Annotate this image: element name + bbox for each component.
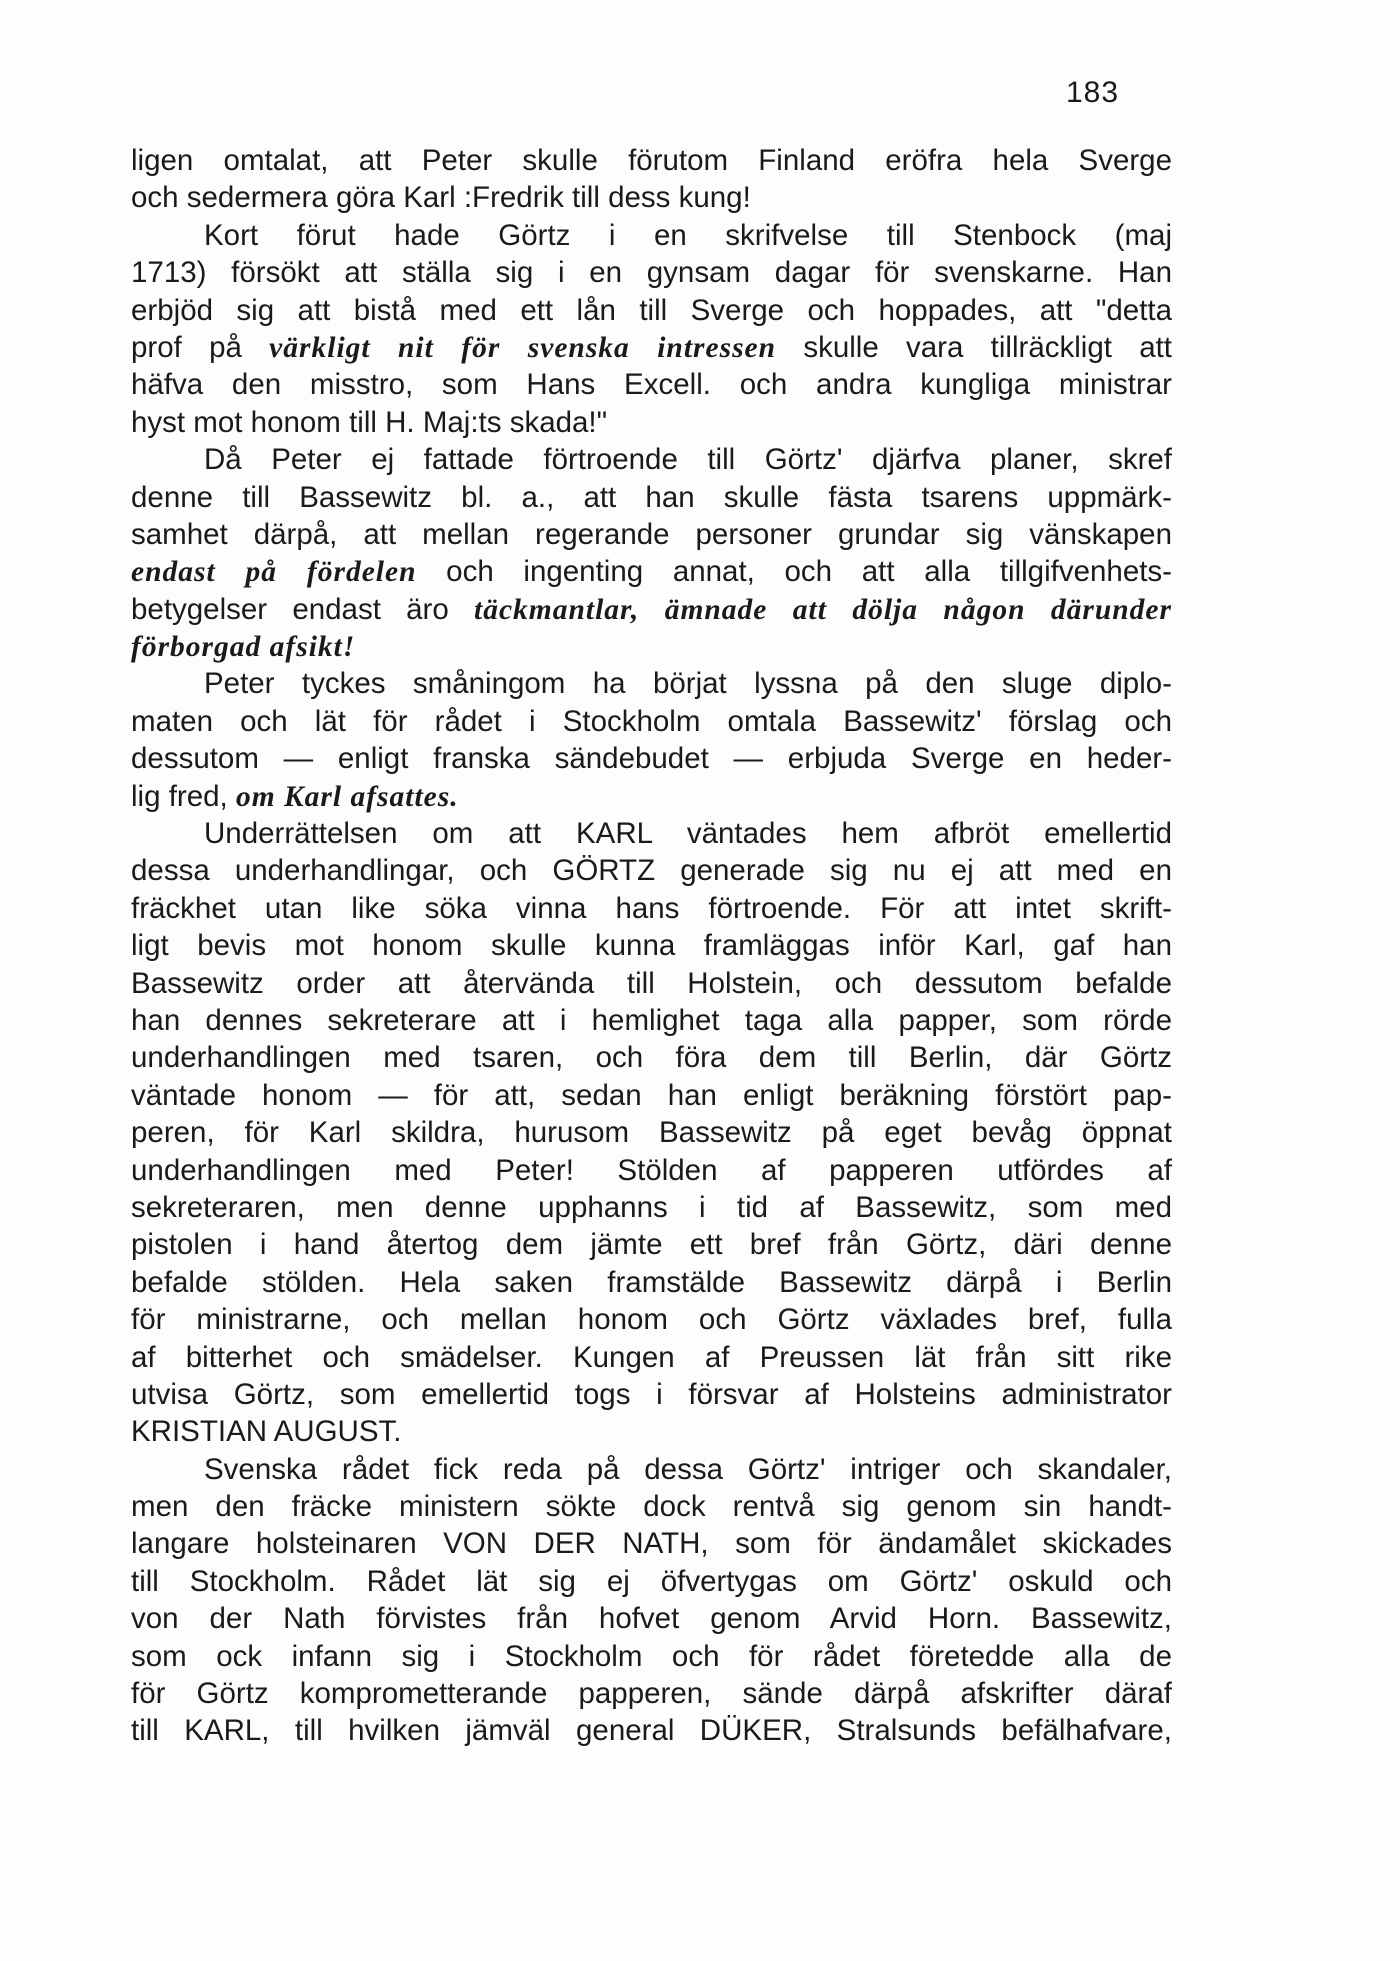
text-line <box>131 815 1172 852</box>
text-run: lig fred, <box>131 779 236 813</box>
text-line <box>131 142 1172 179</box>
text-run: Bassewitz order att återvända till Holstein, och dessutom befalde <box>131 966 1172 1000</box>
text-run: för ministrarne, och mellan honom och Görtz växlades bref, fulla <box>131 1303 1172 1337</box>
text-line <box>131 1376 1172 1413</box>
body-text <box>131 142 1172 1750</box>
text-line <box>131 703 1172 740</box>
text-line <box>131 217 1172 254</box>
text-line <box>131 591 1172 628</box>
page-number: 183 <box>1066 76 1120 109</box>
text-line <box>131 1301 1172 1338</box>
text-run: underhandlingen med tsaren, och föra dem till Berlin, där Görtz <box>131 1041 1172 1075</box>
text-run: till Stockholm. Rådet lät sig ej öfvertygas om Görtz' oskuld och <box>131 1564 1172 1598</box>
text-run: af bitterhet och smädelser. Kungen af Preussen lät från sitt rike <box>131 1340 1172 1374</box>
text-run: fräckhet utan like söka vinna hans förtroende. För att intet skrift- <box>131 891 1172 925</box>
text-run: prof på <box>131 330 270 364</box>
text-run: underhandlingen med Peter! Stölden af papperen utfördes af <box>131 1153 1172 1187</box>
text-line <box>131 965 1172 1002</box>
text-line <box>131 404 1172 441</box>
text-run: men den fräcke ministern sökte dock rentvå sig genom sin handt- <box>131 1490 1172 1524</box>
emphasized-text: täckmantlar, ämnade att dölja någon därunder <box>474 593 1172 626</box>
text-run: peren, för Karl skildra, hurusom Bassewitz på eget bevåg öppnat <box>131 1116 1172 1150</box>
text-line <box>131 1264 1172 1301</box>
text-line <box>131 852 1172 889</box>
text-line <box>131 1638 1172 1675</box>
text-run: 1713) försökt att ställa sig i en gynsam dagar för svenskarne. Han <box>131 256 1172 290</box>
text-run: sekreteraren, men denne upphanns i tid af Bassewitz, som med <box>131 1190 1172 1224</box>
text-run: denne till Bassewitz bl. a., att han skulle fästa tsarens uppmärk- <box>131 480 1172 514</box>
text-line <box>131 292 1172 329</box>
text-line <box>131 1152 1172 1189</box>
emphasized-text: om Karl afsattes. <box>235 780 459 813</box>
text-line <box>131 1339 1172 1376</box>
text-run: von der Nath förvistes från hofvet genom Arvid Horn. Bassewitz, <box>131 1602 1172 1636</box>
text-line <box>131 1675 1172 1712</box>
text-line <box>131 1039 1172 1076</box>
text-run: hyst mot honom till H. Maj:ts skada!" <box>131 405 608 439</box>
text-run: Peter tyckes småningom ha börjat lyssna på den sluge diplo- <box>204 667 1172 701</box>
text-line <box>131 254 1172 291</box>
text-line <box>131 1563 1172 1600</box>
emphasized-text: värkligt nit för svenska intressen <box>269 331 777 364</box>
text-run: Då Peter ej fattade förtroende till Görtz' djärfva planer, skref <box>204 443 1172 477</box>
text-line <box>131 329 1172 366</box>
text-run: Kort förut hade Görtz i en skrifvelse till Stenbock (maj <box>204 218 1172 252</box>
text-run: Svenska rådet fick reda på dessa Görtz' intriger och skandaler, <box>204 1452 1172 1486</box>
text-run: till KARL, till hvilken jämväl general DÜKER, Stralsunds befälhafvare, <box>131 1714 1172 1748</box>
text-run: ligen omtalat, att Peter skulle förutom Finland eröfra hela Sverge <box>131 144 1172 177</box>
text-run: utvisa Görtz, som emellertid togs i försvar af Holsteins administrator <box>131 1377 1172 1411</box>
text-run: dessa underhandlingar, och GÖRTZ generade sig nu ej att med en <box>131 854 1172 888</box>
text-line <box>131 1413 1172 1450</box>
text-line <box>131 927 1172 964</box>
text-run: väntade honom — för att, sedan han enligt beräkning förstört pap- <box>131 1078 1172 1112</box>
text-line <box>131 1600 1172 1637</box>
text-line <box>131 553 1172 590</box>
text-run: han dennes sekreterare att i hemlighet taga alla papper, som rörde <box>131 1003 1172 1037</box>
text-line <box>131 778 1172 815</box>
text-line <box>131 516 1172 553</box>
text-run: befalde stölden. Hela saken framstälde Bassewitz därpå i Berlin <box>131 1265 1172 1299</box>
text-line <box>131 740 1172 777</box>
text-run: samhet därpå, att mellan regerande personer grundar sig vänskapen <box>131 517 1172 551</box>
text-run: Underrättelsen om att KARL väntades hem afbröt emellertid <box>204 817 1172 851</box>
text-line <box>131 628 1172 665</box>
text-run: och sedermera göra Karl :Fredrik till dess kung! <box>131 181 751 215</box>
text-line <box>131 1451 1172 1488</box>
text-run: betygelser endast äro <box>131 592 475 626</box>
text-line <box>131 479 1172 516</box>
text-line <box>131 1226 1172 1263</box>
text-line <box>131 441 1172 478</box>
text-run: erbjöd sig att bistå med ett lån till Sverge och hoppades, att "detta <box>131 293 1172 327</box>
text-run: maten och lät för rådet i Stockholm omtala Bassewitz' förslag och <box>131 704 1172 738</box>
text-run: som ock infann sig i Stockholm och för rådet företedde alla de <box>131 1639 1172 1673</box>
emphasized-text: endast på fördelen <box>131 556 417 589</box>
text-line <box>131 179 1172 216</box>
text-run: dessutom — enligt franska sändebudet — erbjuda Sverge en heder- <box>131 742 1172 776</box>
text-line <box>131 1114 1172 1151</box>
text-line <box>131 1525 1172 1562</box>
text-line <box>131 366 1172 403</box>
text-line <box>131 890 1172 927</box>
text-line <box>131 1189 1172 1226</box>
text-run: för Görtz komprometterande papperen, sände därpå afskrifter däraf <box>131 1677 1172 1711</box>
text-line <box>131 1488 1172 1525</box>
text-run: pistolen i hand återtog dem jämte ett bref från Görtz, däri denne <box>131 1228 1172 1262</box>
text-line <box>131 1712 1172 1749</box>
text-run: ligt bevis mot honom skulle kunna framläggas inför Karl, gaf han <box>131 929 1172 963</box>
text-run: KRISTIAN AUGUST. <box>131 1415 402 1449</box>
text-run: och ingenting annat, och att alla tillgifvenhets- <box>416 555 1172 589</box>
text-line <box>131 665 1172 702</box>
text-line <box>131 1077 1172 1114</box>
text-run: häfva den misstro, som Hans Excell. och andra kungliga ministrar <box>131 368 1172 402</box>
text-run: skulle vara tillräckligt att <box>776 330 1172 364</box>
text-line <box>131 1002 1172 1039</box>
emphasized-text: förborgad afsikt! <box>131 631 356 664</box>
text-run: langare holsteinaren VON DER NATH, som för ändamålet skickades <box>131 1527 1172 1561</box>
